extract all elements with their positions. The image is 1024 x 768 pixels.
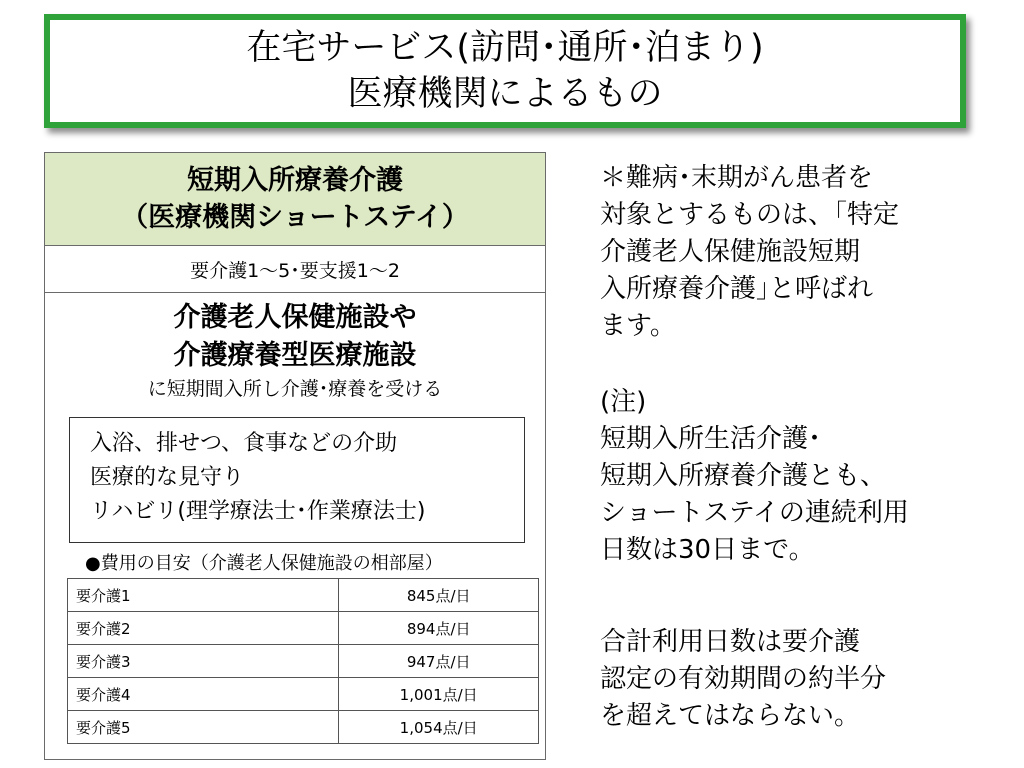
care-level-row: 要介護1～5･要支援1～2: [45, 246, 545, 293]
facility-section: [45, 299, 545, 403]
note-line: 短期入所療養介護とも、: [600, 461, 887, 491]
services-box: [69, 417, 525, 543]
points-cell: 947点/日: [339, 645, 539, 678]
care-level-cell: 要介護4: [68, 678, 339, 711]
note-line: (注): [600, 387, 647, 417]
note-line: 認定の有効期間の約半分: [600, 664, 887, 694]
service-item: 医療的な見守り: [90, 465, 245, 490]
care-level-cell: 要介護1: [68, 579, 339, 612]
note-line: 短期入所生活介護･: [600, 424, 822, 454]
table-row: [68, 612, 539, 645]
service-panel: [44, 152, 546, 760]
note-line: ＊難病･末期がん患者を: [600, 163, 874, 193]
note-line: ます。: [600, 311, 676, 341]
panel-header: [45, 153, 545, 246]
note-line: 合計利用日数は要介護: [600, 627, 861, 657]
note-line: 対象とするものは、｢特定: [600, 200, 900, 230]
facility-line-2: 介護療養型医療施設: [173, 340, 417, 371]
facility-line-1: 介護老人保健施設や: [173, 302, 417, 333]
note-line: を超えてはならない。: [600, 701, 861, 731]
cost-heading: ●費用の目安（介護老人保健施設の相部屋）: [85, 553, 443, 574]
table-row: [68, 711, 539, 744]
panel-header-line-2: （医療機関ショートステイ）: [121, 202, 469, 233]
consecutive-days-note: [600, 384, 909, 569]
points-cell: 1,001点/日: [339, 678, 539, 711]
note-line: 日数は30日まで。: [600, 535, 815, 565]
care-level-cell: 要介護5: [68, 711, 339, 744]
service-item: 入浴、排せつ、食事などの介助: [90, 431, 398, 456]
care-level-cell: 要介護2: [68, 612, 339, 645]
note-line: ショートステイの連続利用: [600, 498, 909, 528]
special-facility-note: [600, 160, 899, 345]
points-cell: 894点/日: [339, 612, 539, 645]
note-line: 介護老人保健施設短期: [600, 237, 861, 267]
points-cell: 845点/日: [339, 579, 539, 612]
title-banner: [44, 14, 966, 128]
service-item: リハビリ(理学療法士･作業療法士): [90, 499, 426, 524]
total-days-note: [600, 624, 886, 735]
title-line-1: 在宅サービス(訪問･通所･泊まり): [246, 28, 764, 68]
table-row: [68, 579, 539, 612]
table-row: [68, 645, 539, 678]
care-level-cell: 要介護3: [68, 645, 339, 678]
facility-description: に短期間入所し介護･療養を受ける: [147, 378, 443, 400]
title-line-2: 医療機関によるもの: [347, 74, 663, 114]
cost-table: [67, 578, 539, 744]
note-line: 入所療養介護｣と呼ばれ: [600, 274, 874, 304]
table-row: [68, 678, 539, 711]
panel-header-line-1: 短期入所療養介護: [187, 165, 403, 196]
points-cell: 1,054点/日: [339, 711, 539, 744]
